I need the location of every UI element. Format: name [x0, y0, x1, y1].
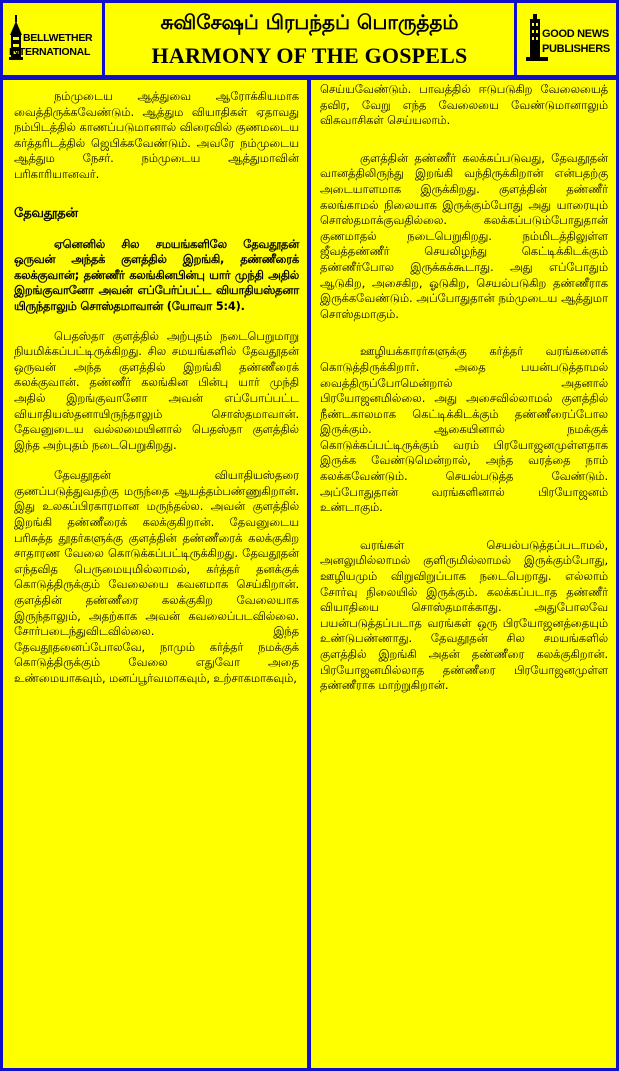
logo-right-line2: PUBLISHERS	[542, 43, 610, 55]
publisher-logo-left	[3, 3, 102, 75]
title-box	[105, 3, 514, 75]
lighthouse-icon	[9, 13, 23, 67]
logo-right-line1: GOOD NEWS	[542, 28, 609, 40]
scripture-quote: ஏனெனில் சில சமயங்களிலே தேவதூதன் ஒருவன் அந்தக் குளத்தில் இறங்கி, தண்ணீரைக் கலக்குவான்; தண்ணீர் கலங்கினபின்பு யார் முந்தி அதில் இறங்குவானோ அவன் எப்பேர்ப்பட்ட வியாதியஸ்தனா யிருந்தாலும் சொஸ்தமாவான் (யோவா 5:4).	[14, 236, 299, 313]
building-icon	[526, 13, 548, 67]
body-paragraph: செய்யவேண்டும். பாவத்தில் ஈடுபடுகிற வேலையைத் தவிர, வேறு எந்த வேலையை வேண்டுமானாலும் விசுவாசிகள் செய்யலாம்.	[320, 82, 608, 128]
left-column	[3, 80, 307, 1068]
body-paragraph: தேவதூதன் வியாதியஸ்தரை குணப்படுத்துவதற்கு மருந்தை ஆயத்தம்பண்ணுகிறான். இது உலகப்பிரகாரமான மருந்தல்ல. அவன் குளத்தில் இறங்கி தண்ணீரைக் கலக்குகிறான். தேவனுடைய பரிசுத்த தூதர்களுக்கு குளத்தின் தண்ணீரைக் கலக்குகிற சாதாரண வேலை கொடுக்கப்பட்டிருக்கிறது. தேவதூதன் எந்தவித பெருமையுமில்லாமல், கர்த்தர் தனக்குக் கொடுத்திருக்கும் வேலையை கவனமாக செய்கிறான். குளத்தின் தண்ணீரை கலக்குகிற வேலையாக இருந்தாலும், அதற்காக அவன் கவலைப்படவில்லை. சோர்படைந்துவிடவில்லை. இந்த தேவதூதனைப்போலவே, நாமும் கர்த்தர் நமக்குக் கொடுத்திருக்கும் வேலை எதுவோ அதை உண்மையாகவும், மனப்பூர்வமாகவும், உற்சாகமாகவும்,	[14, 468, 299, 685]
section-heading: தேவதூதன்	[14, 205, 78, 221]
body-paragraph: வரங்கள் செயல்படுத்தப்படாமல், அனலுமில்லாமல் குளிருமில்லாமல் இருக்கும்போது, ஊழியமும் விறுவிறுப்பாக நடைபெறாது. எல்லாம் சோர்வு நிலையில் இருக்கும். கலக்கப்படாத தண்ணீர் வியாதியை சொஸ்தமாக்காது. அதுபோலவே பயன்படுத்தப்படாத வரங்கள் ஒரு பிரயோஜனத்தையும் உண்டுபண்ணாது. தேவதூதன் சில சமயங்களில் குளத்தில் இறங்கி அதன் தண்ணீரை கலக்குகிறான். பிரயோஜனமில்லாத தண்ணீரை பிரயோஜனமுள்ள தண்ணீராக மாற்றுகிறான்.	[320, 537, 608, 693]
logo-left-line2: INTERNATIONAL	[9, 46, 91, 58]
body-paragraph: பெதஸ்தா குளத்தில் அற்புதம் நடைபெறுமாறு நியமிக்கப்பட்டிருக்கிறது. சில சமயங்களில் தேவதூதன் ஒருவன் அந்த குளத்தில் இறங்கி தண்ணீரைக் கலக்குவான். தண்ணீர் கலங்கின பின்பு யார் முந்தி அதில் இறங்குவானோ அவன் எப்போப்பட்ட வியாதியஸ்தனாயிருந்தாலும் சொஸ்தமாவான். தேவனுடைய வல்லமையினால் பெதஸ்தா குளத்தில் இந்த அற்புதம் நடைபெறுகிறது.	[14, 328, 299, 452]
right-column	[311, 80, 616, 1068]
body-paragraph: குளத்தின் தண்ணீர் கலக்கப்படுவது, தேவதூதன் வானத்திலிருந்து இறங்கி வந்திருக்கிறான் என்பதற்கு அடையாளமாக இருக்கிறது. குளத்தின் தண்ணீர் கலங்காமல் நிலையாக இருக்கும்போது அது யாரையும் சொஸ்தமாக்குவதில்லை. கலக்கப்படும்போதுதான் குணமாதல் நடைபெறுகிறது. நம்மிடத்திலுள்ள ஜீவத்தண்ணீர் செயலிழந்து கெட்டிக்கிடக்கும் தண்ணீர்போல இருக்கக்கூடாது. அது எப்போதும் ஆடுகிற, அசைகிற, ஓடுகிற, செயல்படுகிற தண்ணீராக இருக்கவேண்டும். அப்போதுதான் நம்முடைய ஆத்துமா சொஸ்தமாகும்.	[320, 150, 608, 321]
title-tamil: சுவிசேஷப் பிரபந்தப் பொருத்தம்	[160, 10, 459, 34]
body-paragraph: ஊழியக்காரர்களுக்கு கர்த்தர் வரங்களைக் கொடுத்திருக்கிறார். அதை பயன்படுத்தாமல் வைத்திருப்போமென்றால் அதனால் பிரயோஜனமில்லை. அது அசைவில்லாமல் குளத்தில் நீண்டகாலமாக கெட்டிக்கிடக்கும் தண்ணீரைப்போல இருக்கும். ஆகையினால் நமக்குக் கொடுக்கப்பட்டிருக்கும் வரம் பிரயோஜனமுள்ளதாக இருக்க வேண்டுமென்றால், அந்த வரத்தை நாம் கலக்கவேண்டும். செயல்படுத்த வேண்டும். அப்போதுதான் வரங்களினால் பிரயோஜனம் உண்டாகும்.	[320, 344, 608, 515]
publisher-logo-right	[517, 3, 616, 75]
intro-paragraph: நம்முடைய ஆத்துவை ஆரோக்கியமாக வைத்திருக்கவேண்டும். ஆத்தும வியாதிகள் ஏதாவது நம்பிடத்தில் காணப்படுமானால் விரைவில் குணமடைய கர்த்தரிடத்தில் ஜெபிக்கவேண்டும். அவரே நம்முடைய ஆத்தும நேசர். நம்முடைய ஆத்துமாவின் பரிகாரியானவர்.	[14, 89, 299, 181]
logo-left-line1: BELLWETHER	[23, 32, 93, 44]
title-english: HARMONY OF THE GOSPELS	[151, 43, 468, 68]
